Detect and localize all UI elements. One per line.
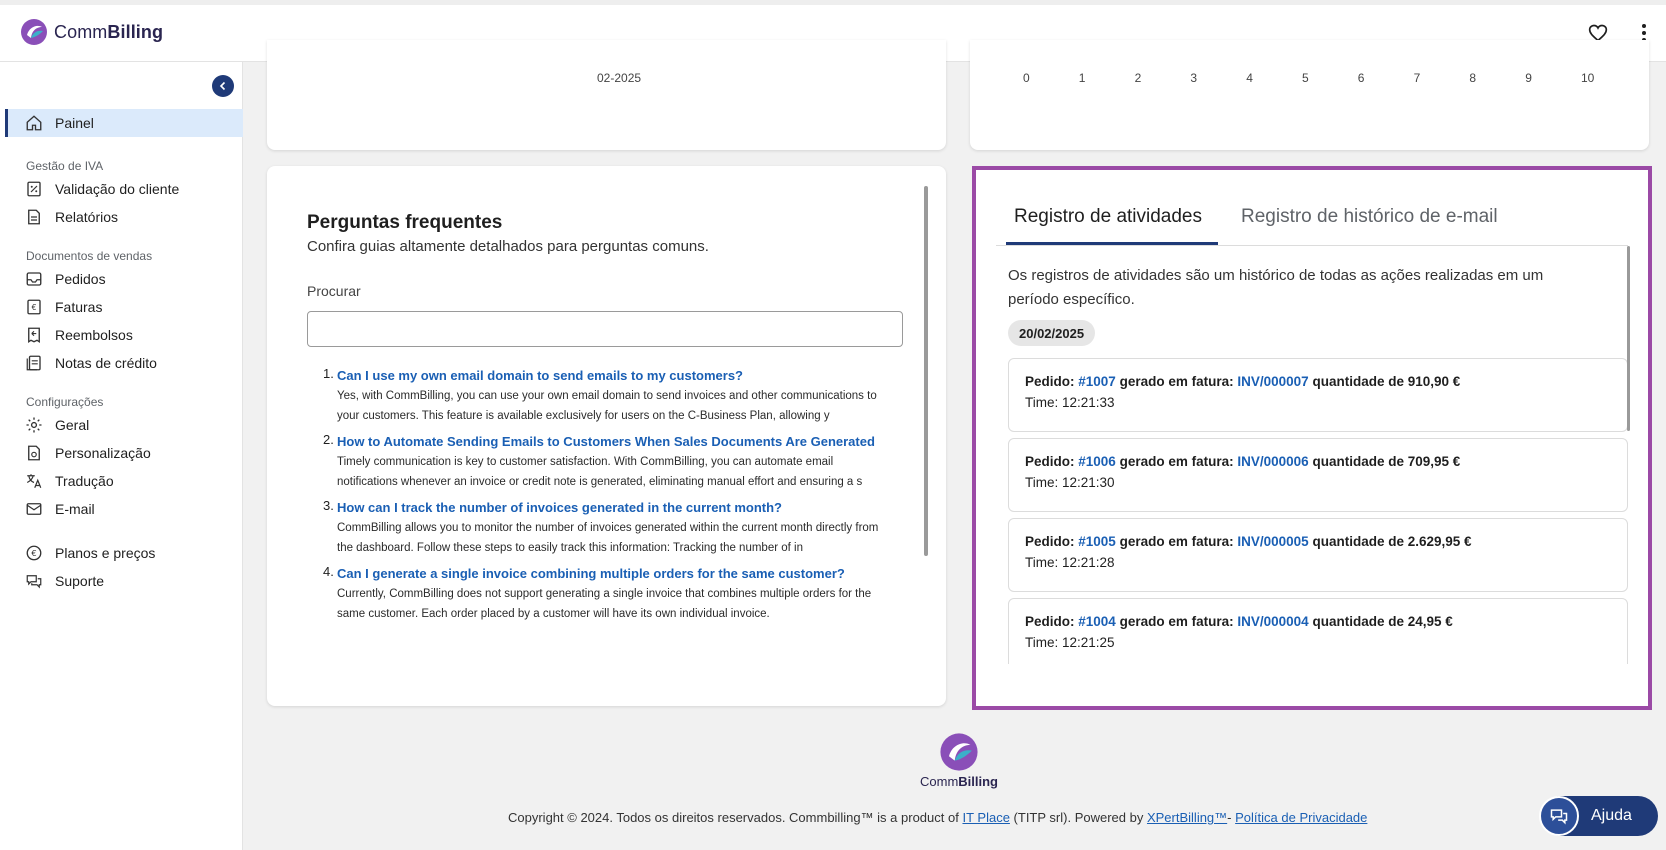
commbilling-logo-icon — [939, 732, 979, 772]
svg-text:€: € — [31, 548, 37, 558]
sidebar-item-label: Suporte — [55, 573, 105, 589]
log-order-label: Pedido: — [1025, 454, 1075, 469]
refund-icon — [25, 326, 43, 344]
chat-icon — [25, 572, 43, 590]
app-logo[interactable] — [20, 18, 163, 46]
sidebar-item-label: Validação do cliente — [55, 181, 180, 197]
activity-log-list — [1008, 358, 1628, 664]
gear-icon — [25, 416, 43, 434]
date-chip: 20/02/2025 — [1008, 320, 1095, 346]
log-entry — [1008, 438, 1628, 512]
order-link[interactable]: #1005 — [1078, 534, 1116, 549]
footer-logo — [920, 732, 998, 789]
privacy-policy-link[interactable]: Política de Privacidade — [1235, 810, 1368, 825]
log-time: Time: 12:21:33 — [1025, 395, 1115, 410]
log-amount: quantidade de 2.629,95 € — [1312, 534, 1472, 549]
footer-dash: - — [1227, 810, 1232, 825]
copyright-text: Copyright © 2024. Todos os direitos reservados. Commbilling™ is a product of — [508, 810, 959, 825]
orders-chart-card — [267, 40, 946, 150]
home-icon — [25, 114, 43, 132]
faq-search-input[interactable] — [307, 311, 903, 347]
sidebar-item-email[interactable] — [5, 495, 243, 523]
sidebar-item-faturas[interactable] — [5, 293, 243, 321]
order-link[interactable]: #1004 — [1078, 614, 1116, 629]
log-amount: quantidade de 709,95 € — [1312, 454, 1461, 469]
sidebar-item-label: E-mail — [55, 501, 95, 517]
order-link[interactable]: #1006 — [1078, 454, 1116, 469]
sidebar-item-pedidos[interactable] — [5, 265, 243, 293]
faq-answer: Yes, with CommBilling, you can use your own email domain to send invoices and other communications to your customers. This feature is available exclusively for users on the C-Business Plan, allowing y — [337, 390, 877, 422]
faq-list — [307, 366, 887, 664]
chart-x-tick: 9 — [1525, 71, 1532, 85]
faq-question-link[interactable]: How can I track the number of invoices generated in the current month? — [337, 500, 782, 515]
sidebar-item-label: Reembolsos — [55, 327, 133, 343]
faq-answer: Timely communication is key to customer satisfaction. With CommBilling, you can automate email notifications whenever an invoice or credit note is generated, eliminating manual effort and ensuring a s — [337, 456, 863, 488]
faq-item — [307, 564, 887, 624]
svg-text:€: € — [31, 303, 37, 312]
chart-x-tick: 10 — [1581, 71, 1595, 85]
chart-x-tick: 0 — [1023, 71, 1030, 85]
sidebar-item-label: Faturas — [55, 299, 103, 315]
chart-x-tick: 2 — [1134, 71, 1142, 85]
it-place-link[interactable]: IT Place — [962, 810, 1010, 825]
xpertbilling-link[interactable]: XPertBilling™ — [1146, 810, 1228, 825]
invoices-chart-card — [970, 40, 1649, 150]
invoice-link[interactable]: INV/000006 — [1237, 454, 1309, 469]
faq-item — [307, 498, 887, 558]
activity-scrollbar[interactable] — [1627, 246, 1630, 431]
sidebar-item-notas-credito[interactable] — [5, 349, 243, 377]
faq-card — [267, 166, 946, 706]
invoice-link[interactable]: INV/000007 — [1237, 374, 1309, 389]
chart-x-tick: 7 — [1413, 71, 1421, 85]
sidebar-item-reembolsos[interactable] — [5, 321, 243, 349]
faq-item — [307, 366, 887, 426]
section-title-iva: Gestão de IVA — [26, 159, 104, 173]
document-icon — [25, 208, 43, 226]
sidebar-item-geral[interactable] — [5, 411, 243, 439]
euro-doc-icon — [25, 298, 43, 316]
activity-description: Os registros de atividades são um histórico de todas as ações realizadas em um período específico. — [1008, 267, 1544, 308]
log-mid-text: gerado em fatura: — [1119, 374, 1234, 389]
faq-number: 4. — [323, 564, 334, 579]
search-label: Procurar — [307, 283, 361, 299]
sidebar-item-label: Notas de crédito — [55, 355, 157, 371]
log-entry — [1008, 358, 1628, 432]
help-label: Ajuda — [1591, 807, 1632, 824]
faq-answer: Currently, CommBilling does not support generating a single invoice that combines multiple orders for the same customer. Each order placed by a customer will have its own individual invoice. — [337, 588, 872, 620]
sidebar-item-label: Painel — [55, 115, 94, 131]
commbilling-logo-icon — [20, 18, 48, 46]
log-order-label: Pedido: — [1025, 374, 1075, 389]
sidebar-item-planos[interactable] — [5, 539, 243, 567]
log-mid-text: gerado em fatura: — [1119, 454, 1234, 469]
faq-question-link[interactable]: Can I use my own email domain to send emails to my customers? — [337, 368, 743, 383]
faq-number: 3. — [323, 498, 334, 513]
section-title-configuracoes: Configurações — [26, 395, 104, 409]
log-entry — [1008, 518, 1628, 592]
faq-question-link[interactable]: How to Automate Sending Emails to Customers When Sales Documents Are Generated — [337, 434, 875, 449]
log-mid-text: gerado em fatura: — [1119, 534, 1234, 549]
faq-title: Perguntas frequentes — [307, 212, 503, 233]
faq-subtitle: Confira guias altamente detalhados para perguntas comuns. — [307, 238, 709, 255]
log-amount: quantidade de 910,90 € — [1312, 374, 1461, 389]
chat-bubbles-icon — [1539, 796, 1579, 836]
tabs-divider — [996, 245, 1628, 246]
percent-doc-icon — [25, 180, 43, 198]
sidebar-item-label: Tradução — [55, 473, 114, 489]
sidebar-item-label: Planos e preços — [55, 545, 156, 561]
log-entry — [1008, 598, 1628, 664]
mail-icon — [25, 500, 43, 518]
invoice-link[interactable]: INV/000004 — [1237, 614, 1309, 629]
sidebar-item-personalizacao[interactable] — [5, 439, 243, 467]
log-time: Time: 12:21:28 — [1025, 555, 1115, 570]
chevron-left-icon — [218, 81, 228, 91]
sidebar-item-validacao[interactable] — [5, 175, 243, 203]
sidebar-item-label: Personalização — [55, 445, 151, 461]
chart-x-tick: 02-2025 — [597, 71, 642, 85]
sidebar-item-label: Pedidos — [55, 271, 106, 287]
activity-log-card — [972, 166, 1652, 710]
sidebar — [0, 62, 243, 850]
chart-x-tick: 5 — [1302, 71, 1309, 85]
notes-icon — [25, 354, 43, 372]
app-name: CommBilling — [54, 21, 164, 42]
sidebar-item-label: Geral — [55, 417, 90, 433]
footer-copyright — [508, 810, 1367, 825]
company-text: (TITP srl). Powered by — [1013, 810, 1144, 825]
collapse-sidebar-button[interactable] — [212, 75, 234, 97]
customize-icon — [25, 444, 43, 462]
log-time: Time: 12:21:25 — [1025, 635, 1115, 650]
sidebar-item-relatorios[interactable] — [5, 203, 243, 231]
chart-x-tick: 4 — [1246, 71, 1253, 85]
log-order-label: Pedido: — [1025, 534, 1075, 549]
order-link[interactable]: #1007 — [1078, 374, 1116, 389]
sidebar-item-label: Relatórios — [55, 209, 119, 225]
faq-scrollbar[interactable] — [924, 186, 928, 556]
chart-x-tick: 8 — [1469, 71, 1477, 85]
faq-number: 2. — [323, 432, 334, 447]
log-order-label: Pedido: — [1025, 614, 1075, 629]
inbox-icon — [25, 270, 43, 288]
tab-historico-email[interactable]: Registro de histórico de e-mail — [1241, 206, 1498, 227]
translate-icon — [25, 472, 43, 490]
help-button[interactable] — [1541, 796, 1658, 836]
faq-answer: CommBilling allows you to monitor the number of invoices generated within the current month directly from the dashboard. Follow these steps to easily track this information: Tracking the number of in — [337, 522, 879, 554]
chart-x-tick: 1 — [1078, 71, 1086, 85]
tab-registro-atividades[interactable]: Registro de atividades — [1014, 206, 1202, 227]
log-amount: quantidade de 24,95 € — [1312, 614, 1453, 629]
faq-item — [307, 432, 887, 492]
invoice-link[interactable]: INV/000005 — [1237, 534, 1309, 549]
footer-logo-text: CommBilling — [920, 774, 998, 789]
sidebar-item-traducao[interactable] — [5, 467, 243, 495]
faq-number: 1. — [323, 366, 334, 381]
sidebar-item-painel[interactable] — [5, 109, 243, 137]
log-mid-text: gerado em fatura: — [1119, 614, 1234, 629]
section-title-documentos: Documentos de vendas — [26, 249, 153, 263]
sidebar-item-suporte[interactable] — [5, 567, 243, 595]
chart-x-tick: 3 — [1190, 71, 1198, 85]
euro-icon — [25, 544, 43, 562]
faq-question-link[interactable]: Can I generate a single invoice combining multiple orders for the same customer? — [337, 566, 845, 581]
log-time: Time: 12:21:30 — [1025, 475, 1115, 490]
chart-x-tick: 6 — [1357, 71, 1365, 85]
